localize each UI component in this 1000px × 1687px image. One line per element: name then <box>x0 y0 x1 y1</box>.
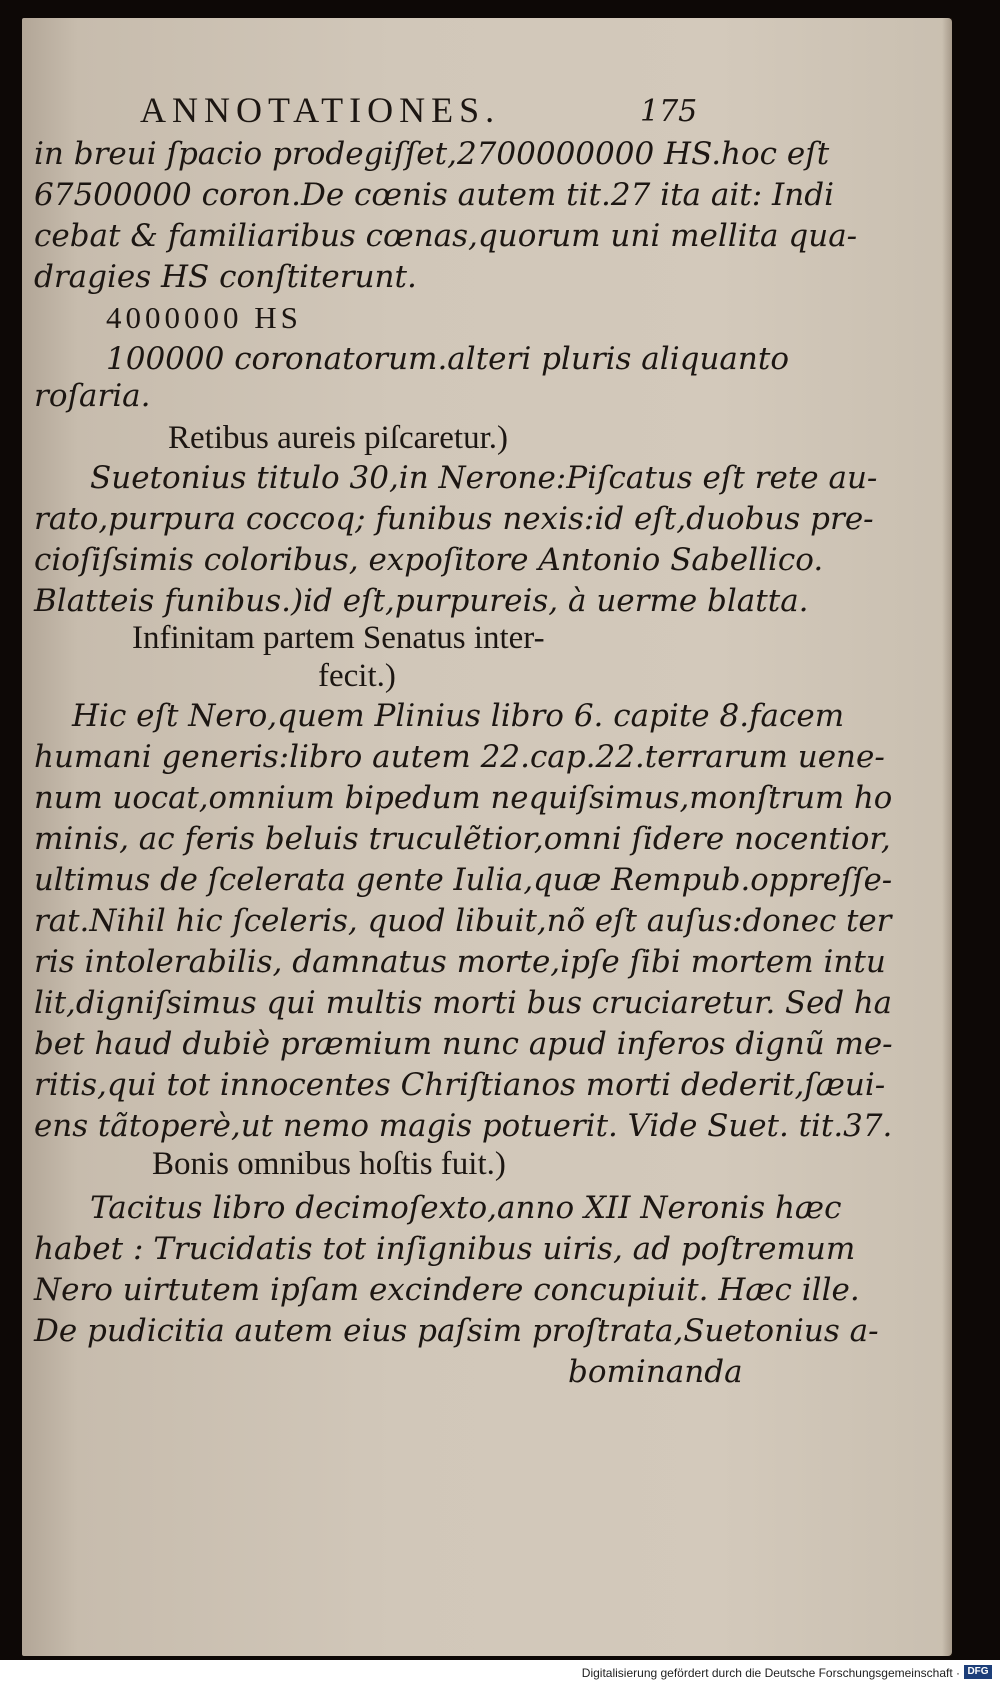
footer-bar <box>0 1660 1000 1687</box>
page-edge-shadow <box>942 18 952 1656</box>
dfg-logo: DFG <box>964 1665 992 1679</box>
text-line: ultimus de ſcelerata gente Iulia,quæ Rempub.oppreſſe- <box>34 862 893 898</box>
text-line: habet : Trucidatis tot inſignibus uiris, ad poſtremum <box>34 1231 856 1267</box>
book-page <box>22 18 952 1656</box>
section-heading: Retibus aureis piſcaretur.) <box>168 420 508 456</box>
funding-credit: Digitalisierung gefördert durch die Deutsche Forschungsgemeinschaft · <box>581 1666 960 1680</box>
section-heading: Infinitam partem Senatus inter- <box>132 620 545 656</box>
text-line: ris intolerabilis, damnatus morte,ipſe ſibi mortem intu <box>34 944 886 980</box>
text-line: 67500000 coron.De cœnis autem tit.27 ita ait: Indi <box>34 177 834 213</box>
text-line: cebat & familiaribus cœnas,quorum uni mellita qua- <box>34 218 858 254</box>
section-heading: fecit.) <box>318 658 396 694</box>
text-line: num uocat,omnium bipedum nequiſsimus,monſtrum ho <box>34 780 893 816</box>
text-line: cioſiſsimis coloribus, expoſitore Antonio Sabellico. <box>34 542 824 578</box>
text-line: in breui ſpacio prodegiſſet,2700000000 HS.hoc eſt <box>34 136 830 172</box>
text-line: dragies HS conſtiterunt. <box>34 259 417 295</box>
text-line: Tacitus libro decimoſexto,anno XII Neronis hæc <box>90 1190 842 1226</box>
text-line: roſaria. <box>34 378 151 414</box>
text-line: rato,purpura coccoq; funibus nexis:id eſt,duobus pre- <box>34 501 874 537</box>
section-heading-inline: Blatteis funibus.)id eſt,purpureis, à uerme blatta. <box>34 583 809 619</box>
text-line: rat.Nihil hic ſceleris, quod libuit,nõ eſt auſus:donec ter <box>34 903 892 939</box>
catchword: bominanda <box>568 1354 743 1390</box>
text-line: ens tãtoperè,ut nemo magis potuerit. Vide Suet. tit.37. <box>34 1108 893 1144</box>
running-title: ANNOTATIONES. <box>140 90 501 130</box>
text-line: Hic eſt Nero,quem Plinius libro 6. capite 8.facem <box>72 698 845 734</box>
text-line: bet haud dubiè præmium nunc apud inferos dignũ me- <box>34 1026 893 1062</box>
text-line: Nero uirtutem ipſam excindere concupiuit. Hæc ille. <box>34 1272 860 1308</box>
text-line: De pudicitia autem eius paſsim proſtrata,Suetonius a- <box>34 1313 879 1349</box>
text-line: minis, ac feris beluis truculẽtior,omni ſidere nocentior, <box>34 821 891 857</box>
page-number: 175 <box>640 94 698 129</box>
text-line: 100000 coronatorum.alteri pluris aliquanto <box>106 341 789 377</box>
text-line: humani generis:libro autem 22.cap.22.terrarum uene- <box>34 739 885 775</box>
text-line: Suetonius titulo 30,in Nerone:Piſcatus eſt rete au- <box>90 460 878 496</box>
text-line: lit,digniſsimus qui multis morti bus cruciaretur. Sed ha <box>34 985 893 1021</box>
text-line: 4000000 HS <box>106 300 302 335</box>
text-line: ritis,qui tot innocentes Chriſtianos morti dederit,ſæui- <box>34 1067 886 1103</box>
section-heading: Bonis omnibus hoſtis fuit.) <box>152 1146 506 1182</box>
